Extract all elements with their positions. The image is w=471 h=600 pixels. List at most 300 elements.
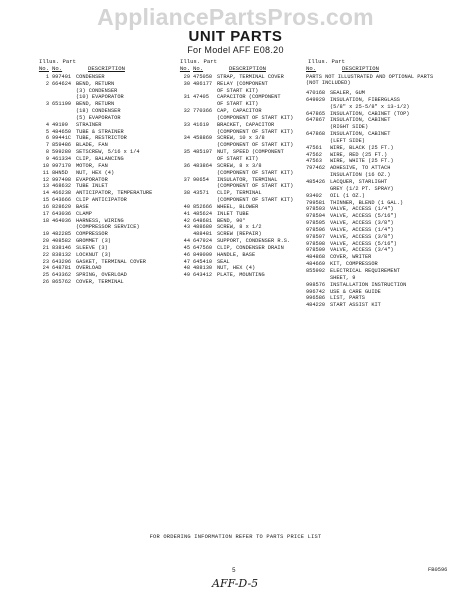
part-description: GREY (1/2 PT. SPRAY) <box>330 185 394 192</box>
table-row <box>306 145 440 152</box>
table-row <box>37 149 167 156</box>
column-header-illus: Illus. Part <box>180 58 217 65</box>
part-description: MOTOR, FAN <box>76 162 108 169</box>
part-description: VALVE, ACCESS (3/8") <box>330 220 394 227</box>
part-number: 484220 <box>306 302 326 309</box>
column-header-illus: Illus. Part <box>308 58 345 65</box>
part-description: ANTICIPATOR, TEMPERATURE <box>76 190 153 197</box>
part-description: BRACKET, CAPACITOR <box>217 121 275 128</box>
part-number <box>193 156 217 163</box>
part-number <box>193 115 217 122</box>
table-row <box>178 88 306 95</box>
illus-number: 10 <box>42 162 49 169</box>
illus-number: 34 <box>183 135 190 142</box>
part-number <box>193 88 217 95</box>
table-row <box>37 197 167 204</box>
table-row <box>37 231 167 238</box>
illus-number <box>178 101 193 108</box>
illus-number: 40 <box>183 203 190 210</box>
table-row <box>37 238 167 245</box>
table-row <box>37 81 167 88</box>
part-number: 643362 <box>52 272 72 279</box>
part-description: VALVE, ACCESS (5/16") <box>330 240 397 247</box>
part-number: 647867 <box>306 117 326 124</box>
table-row <box>306 247 440 254</box>
table-row <box>37 279 167 286</box>
illus-number: 16 <box>42 203 49 210</box>
table-row <box>178 170 306 177</box>
illus-number <box>37 108 52 115</box>
part-description: (LEFT SIDE) <box>330 137 365 144</box>
table-row <box>306 179 440 186</box>
part-description: INSULATION (16 OZ.) <box>330 172 391 179</box>
table-row <box>37 122 167 129</box>
part-number: 852666 <box>193 203 213 210</box>
handwritten-note: AFF-D-5 <box>212 577 259 590</box>
illus-number: 9 <box>45 155 49 162</box>
part-number: 651199 <box>52 101 72 108</box>
part-description: WIRE, WHITE (25 FT.) <box>330 158 394 165</box>
table-row <box>37 245 167 252</box>
illus-number <box>178 156 193 163</box>
part-description: KIT, COMPRESSOR <box>330 261 378 268</box>
table-row <box>178 218 306 225</box>
illus-number <box>178 197 193 204</box>
part-description: EVAPORATOR <box>76 176 108 183</box>
part-number: 488130 <box>193 265 213 272</box>
part-number <box>306 186 330 193</box>
part-number: 41619 <box>193 121 209 128</box>
illus-number: 11 <box>42 169 49 176</box>
illus-number <box>37 115 52 122</box>
part-number: 49199 <box>52 121 68 128</box>
part-description: USE & CARE GUIDE <box>330 288 381 295</box>
illus-number: 30 <box>183 80 190 87</box>
illus-number <box>178 170 193 177</box>
part-description: (COMPONENT OF START KIT) <box>217 183 294 190</box>
part-number: 647865 <box>306 110 326 117</box>
table-row <box>37 74 167 81</box>
parts-list-3 <box>306 90 440 309</box>
table-row <box>37 156 167 163</box>
parts-list-2 <box>178 74 306 279</box>
table-row <box>178 122 306 129</box>
table-row <box>306 124 440 131</box>
table-row <box>306 138 440 145</box>
part-number: 482285 <box>52 231 72 238</box>
table-row <box>178 245 306 252</box>
part-number: 996742 <box>306 288 326 295</box>
illus-number: 37 <box>183 176 190 183</box>
part-number: 647868 <box>306 131 326 138</box>
illus-number: 3 <box>45 101 49 108</box>
part-number: 998576 <box>306 281 326 288</box>
part-description: OF START KIT) <box>217 101 259 108</box>
part-description: (5/8" x 25-5/8" x 13-1/2) <box>330 103 410 110</box>
part-number: 978506 <box>306 226 326 233</box>
part-number: 978507 <box>306 233 326 240</box>
table-row <box>37 177 167 184</box>
part-number: 485426 <box>306 179 326 185</box>
column-header: No. No. DESCRIPTION <box>38 65 125 72</box>
part-description: WIRE, RED (25 FT.) <box>330 151 388 158</box>
part-description: (COMPONENT OF START KIT) <box>217 128 294 135</box>
table-row <box>178 81 306 88</box>
part-number: 643412 <box>193 272 213 279</box>
table-row <box>306 131 440 138</box>
part-description: CLIP, CONDENSER DRAIN <box>217 244 284 251</box>
part-description: OVERLOAD <box>76 265 102 272</box>
part-number: 643296 <box>52 258 72 265</box>
table-row <box>178 265 306 272</box>
part-number: 664624 <box>52 80 72 87</box>
table-row <box>37 218 167 225</box>
part-number: 645410 <box>193 258 213 265</box>
table-row <box>306 186 440 193</box>
part-number <box>52 94 76 101</box>
part-description: NUT, HEX (4) <box>217 265 256 272</box>
part-description: VALVE, ACCESS (1/4") <box>330 226 394 233</box>
table-row <box>306 261 440 268</box>
part-description: COVER, TERMINAL <box>76 279 124 286</box>
part-description: SCREW (REPAIR) <box>217 231 262 238</box>
illus-number: 26 <box>42 279 49 286</box>
table-row <box>37 265 167 272</box>
table-row <box>306 302 440 309</box>
part-number: 461334 <box>52 155 72 162</box>
table-row <box>306 200 440 207</box>
part-description: CLIP ANTICIPATOR <box>76 197 127 204</box>
part-number: 643036 <box>52 210 72 217</box>
table-row <box>178 74 306 81</box>
table-row <box>37 129 167 136</box>
part-number: 475050 <box>193 73 213 80</box>
not-illustrated-note: PARTS NOT ILLUSTRATED AND OPTIONAL PARTS (NOT INCLUDED) <box>306 73 434 87</box>
illus-number: 8 <box>45 149 49 156</box>
part-number: 649929 <box>306 96 326 103</box>
part-number: 47405 <box>193 94 209 101</box>
part-description: ELECTRICAL REQUIREMENT <box>330 267 400 274</box>
table-row <box>37 170 167 177</box>
part-description: SETSCREW, 5/16 x 1/4 <box>76 149 140 156</box>
part-number: 466238 <box>52 190 72 197</box>
parts-list-1 <box>37 74 167 286</box>
part-number: 484868 <box>306 254 326 261</box>
part-number: 485197 <box>193 149 213 156</box>
part-number: 978508 <box>306 240 326 247</box>
parts-column-3 <box>306 58 440 309</box>
part-number <box>193 142 217 149</box>
illus-number: 18 <box>42 217 49 224</box>
table-row <box>37 108 167 115</box>
illus-number: 1 <box>45 73 49 80</box>
part-description: WIRE, BLACK (25 FT.) <box>330 144 394 151</box>
part-number <box>306 172 330 179</box>
part-number: 8HN5D <box>52 169 68 176</box>
part-number: 483864 <box>193 162 213 169</box>
table-row <box>306 227 440 234</box>
table-row <box>178 94 306 101</box>
part-description: NUT, HEX (4) <box>76 169 115 176</box>
part-description: VALVE, ACCESS (1/4") <box>330 206 394 213</box>
illus-number: 24 <box>42 265 49 272</box>
table-row <box>178 101 306 108</box>
table-row <box>37 88 167 95</box>
illus-number: 47 <box>183 258 190 265</box>
table-row <box>178 259 306 266</box>
illus-number: 21 <box>42 244 49 251</box>
table-row <box>178 224 306 231</box>
part-number: 849009 <box>193 251 213 258</box>
illus-number: 22 <box>42 251 49 258</box>
table-row <box>306 172 440 179</box>
table-row <box>178 177 306 184</box>
part-description: STRAINER <box>76 121 102 128</box>
part-description: (COMPONENT OF START KIT) <box>217 169 294 176</box>
table-row <box>178 115 306 122</box>
table-row <box>306 165 440 172</box>
part-description: (18) CONDENSER <box>76 108 121 115</box>
part-description: SCREW, 8 x 3/8 <box>217 162 262 169</box>
part-description: OF START KIT) <box>217 87 259 94</box>
table-row <box>178 204 306 211</box>
part-description: BLADE, FAN <box>76 142 108 149</box>
part-number: 408582 <box>52 238 72 245</box>
part-number: 828620 <box>52 203 72 210</box>
page-title: UNIT PARTS <box>188 28 283 45</box>
page-number: 5 <box>232 567 236 574</box>
illus-number: 4 <box>45 121 49 128</box>
part-number: 770366 <box>193 108 213 115</box>
part-description: TUBE INLET <box>76 183 108 190</box>
table-row <box>178 156 306 163</box>
illus-number <box>37 94 52 101</box>
table-row <box>37 272 167 279</box>
part-number: 599280 <box>52 149 72 156</box>
part-number: 485624 <box>193 210 213 217</box>
column-header: No. DESCRIPTION <box>306 65 379 72</box>
part-description: (COMPONENT OF START KIT) <box>217 142 294 149</box>
table-row <box>306 213 440 220</box>
part-number <box>306 104 330 111</box>
part-description: BEND, RETURN <box>76 80 115 87</box>
part-description: OF START KIT) <box>217 155 259 162</box>
table-row <box>306 111 440 118</box>
part-description: ADHESIVE, TO ATTACH <box>330 165 391 172</box>
illus-number: 44 <box>183 238 190 245</box>
parts-column-2 <box>178 58 306 279</box>
part-number: 47561 <box>306 144 322 151</box>
part-description: (3) CONDENSER <box>76 87 118 94</box>
illus-number: 46 <box>183 251 190 258</box>
part-description: SLEEVE (3) <box>76 244 108 251</box>
table-row <box>37 101 167 108</box>
table-row <box>178 163 306 170</box>
part-description: INLET TUBE <box>217 210 249 217</box>
part-description: CLIP, TERMINAL <box>217 190 262 197</box>
table-row <box>178 108 306 115</box>
part-description: CAP, CAPACITOR <box>217 108 262 115</box>
part-description: PLATE, MOUNTING <box>217 272 265 279</box>
part-number: 647924 <box>193 238 213 245</box>
part-number: 838146 <box>52 244 72 251</box>
illus-number: 43 <box>183 224 190 231</box>
illus-number: 42 <box>183 217 190 224</box>
part-description: START ASSIST KIT <box>330 302 381 309</box>
part-description: INSULATION, CABINET <box>330 131 391 138</box>
table-row <box>178 272 306 279</box>
part-description: SPRING, OVERLOAD <box>76 272 127 279</box>
part-number <box>193 170 217 177</box>
table-row <box>37 142 167 149</box>
part-description: OIL (1 OZ.) <box>330 192 365 199</box>
illus-number <box>178 183 193 190</box>
illus-number: 6 <box>45 135 49 142</box>
part-number: 838132 <box>52 251 72 258</box>
part-description: STRAP, TERMINAL COVER <box>217 73 284 80</box>
part-number: 486177 <box>193 80 213 87</box>
part-description: (COMPONENT OF START KIT) <box>217 114 294 121</box>
part-number: 648781 <box>52 265 72 272</box>
part-number: 90654 <box>193 176 209 183</box>
parts-column-1 <box>37 58 167 286</box>
table-row <box>306 254 440 261</box>
part-number <box>52 224 76 231</box>
part-description: THINNER, BLEND (1 GAL.) <box>330 199 404 206</box>
part-number: 647560 <box>193 244 213 251</box>
table-row <box>178 142 306 149</box>
part-description: TUBE & STRAINER <box>76 128 124 135</box>
part-number: 859486 <box>52 142 72 149</box>
part-number: 855992 <box>306 267 326 274</box>
table-row <box>178 190 306 197</box>
part-number: 799581 <box>306 199 326 206</box>
table-row <box>306 206 440 213</box>
table-row <box>306 158 440 165</box>
table-row <box>306 282 440 289</box>
illus-number <box>37 224 52 231</box>
illus-number: 45 <box>183 244 190 251</box>
part-number <box>193 197 217 204</box>
illus-number: 7 <box>45 142 49 149</box>
illus-number: 32 <box>183 108 190 115</box>
model-subtitle: For Model AFF E08.20 <box>187 45 284 55</box>
part-number: 978505 <box>306 220 326 227</box>
table-row <box>178 129 306 136</box>
part-number: 643666 <box>52 197 72 204</box>
table-row <box>178 149 306 156</box>
illus-number <box>178 115 193 122</box>
table-row <box>178 197 306 204</box>
table-row <box>178 211 306 218</box>
ordering-footer: FOR ORDERING INFORMATION REFER TO PARTS PRICE LIST <box>149 534 322 540</box>
illus-number: 31 <box>183 94 190 101</box>
part-description: GASKET, TERMINAL COVER <box>76 258 146 265</box>
part-description: BEND, 90° <box>217 217 246 224</box>
part-description: NUT, SPEED (COMPONENT <box>217 149 284 156</box>
illus-number: 48 <box>183 265 190 272</box>
part-number: 484650 <box>52 128 72 135</box>
part-description: VALVE, ACCESS (5/16") <box>330 213 397 220</box>
table-row <box>37 204 167 211</box>
part-description: (RIGHT SIDE) <box>330 124 369 131</box>
part-number: 797462 <box>306 165 326 172</box>
table-row <box>37 135 167 142</box>
table-row <box>306 275 440 282</box>
table-row <box>306 289 440 296</box>
part-description: TUBE, RESTRICTOR <box>76 135 127 142</box>
illus-number: 20 <box>42 238 49 245</box>
part-number <box>193 101 217 108</box>
illus-number: 25 <box>42 272 49 279</box>
part-number: 997408 <box>52 176 72 183</box>
part-description: (10) EVAPORATOR <box>76 94 124 101</box>
part-description: CONDENSER <box>76 73 105 80</box>
part-number: 464036 <box>52 217 72 224</box>
part-description: INSULATOR, TERMINAL <box>217 176 278 183</box>
part-number: 458869 <box>193 135 213 142</box>
illus-number: 5 <box>45 128 49 135</box>
part-number <box>306 138 330 145</box>
table-row <box>306 117 440 124</box>
part-description: INSTALLATION INSTRUCTION <box>330 281 407 288</box>
part-description: LACQUER, STARLIGHT <box>330 179 388 185</box>
part-number: 865762 <box>52 279 72 286</box>
part-description: SHEET, 9 <box>330 274 356 281</box>
part-description: LOCKNUT (3) <box>76 251 111 258</box>
part-description: RELAY (COMPONENT <box>217 80 268 87</box>
part-description: BEND, RETURN <box>76 101 115 108</box>
part-description: (COMPRESSOR SERVICE) <box>76 224 140 231</box>
illus-number: 38 <box>183 190 190 197</box>
table-row <box>306 220 440 227</box>
part-description: (COMPONENT OF START KIT) <box>217 197 294 204</box>
part-description: COMPRESSOR <box>76 231 108 238</box>
table-row <box>37 252 167 259</box>
part-number: 468632 <box>52 183 72 190</box>
part-number: 488481 <box>193 231 213 238</box>
table-row <box>178 135 306 142</box>
watermark: AppliancePartsPros.com <box>97 4 374 30</box>
part-description: INSULATION, CABINET (TOP) <box>330 110 410 117</box>
table-row <box>37 163 167 170</box>
part-number: 978504 <box>306 213 326 220</box>
part-description: CLAMP <box>76 210 92 217</box>
part-number: 43571 <box>193 190 209 197</box>
part-number: 470168 <box>306 90 326 97</box>
part-number: 47562 <box>306 151 322 158</box>
part-description: SCREW, 8 x 1/2 <box>217 224 262 231</box>
illus-number: 33 <box>183 121 190 128</box>
table-row <box>178 252 306 259</box>
table-row <box>37 183 167 190</box>
part-number: 978503 <box>306 206 326 213</box>
illus-number: 15 <box>42 197 49 204</box>
part-number <box>193 183 217 190</box>
table-row <box>37 211 167 218</box>
illus-number <box>178 129 193 136</box>
part-description: HARNESS, WIRING <box>76 217 124 224</box>
table-row <box>306 268 440 275</box>
table-row <box>178 183 306 190</box>
illus-number <box>178 142 193 149</box>
document-number: FB0596 <box>428 567 448 573</box>
part-number <box>306 124 330 131</box>
part-number: 997401 <box>52 73 72 80</box>
part-description: INSULATION, CABINET <box>330 117 391 124</box>
illus-number <box>37 88 52 95</box>
part-description: GROMMET (3) <box>76 238 111 245</box>
